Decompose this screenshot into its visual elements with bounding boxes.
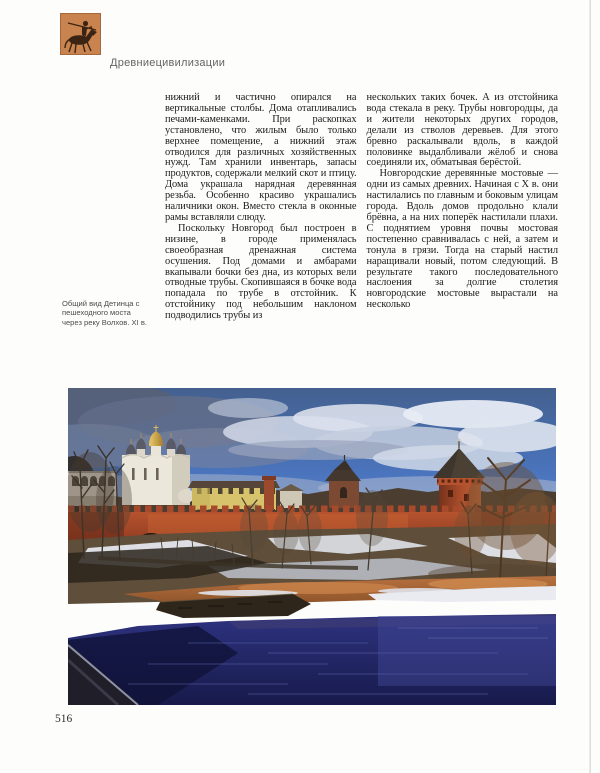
photo-illustration	[68, 388, 556, 705]
article-columns	[165, 93, 558, 322]
brick-pillar	[262, 476, 276, 510]
running-head: Древниецивилизации	[110, 57, 226, 69]
paragraph: нескольких таких бочек. А из отстойника вода стекала в реку. Трубы новгородцы, да и жители некоторых других городов, делали из стволов деревьев. Для этого бревно раскалывали вдоль, в каждой половинке выдалбливали жёлоб и снова соединяли их, обматывая берёстой.	[366, 92, 558, 169]
right-column	[367, 93, 559, 322]
page-edge-line	[589, 0, 591, 773]
paragraph: нижний и частично опирался на вертикальные столбы. Дома отапливались печами-каменками. При раскопках установлено, что жилым было только верхнее помещение, а нижний этаж отводился для различных хозяйственных нужд. Там хранили инвентарь, запасы продуктов, содержали мелкий скот и птицу. Дома украшала нарядная деревянная резьба. Особенно красиво украшались наличники окон. Вместо стекла в оконные рамы вставляли слюду.	[165, 92, 357, 223]
paragraph: Новгородские деревянные мостовые — одни из самых древних. Начиная с X в. они настилались по главным и боковым улицам города. Вдоль домов продольно клали брёвна, а на них поперёк настилали плахи. С поднятием уровня почвы мостовая постепенно сравнивалась с ней, а затем и тонула в грязи. Тогда на старый настил наращивали новый, потом следующий. В результате такого последовательного наслоения за долгие столетия новгородские мостовые вырастали на несколько	[366, 168, 558, 311]
page-number: 516	[55, 713, 73, 725]
horseman-logo	[60, 13, 101, 55]
left-column	[165, 93, 357, 322]
horseman-icon	[60, 13, 101, 55]
photo-caption: Общий вид Детинца с пешеходного моста через реку Волхов. XI в.	[62, 299, 147, 327]
river-water	[68, 614, 556, 705]
photo-novgorod-detinets	[68, 388, 556, 705]
paragraph: Поскольку Новгород был построен в низине, в городе применялась своеобразная дренажная система осушения. Под домами и амбарами вкапывали бочки без дна, из которых вели отводные трубы. Скопившаяся в бочке вода попадала по трубе в отстойник. К отстойнику под небольшим наклоном подводились трубы из	[165, 222, 357, 322]
